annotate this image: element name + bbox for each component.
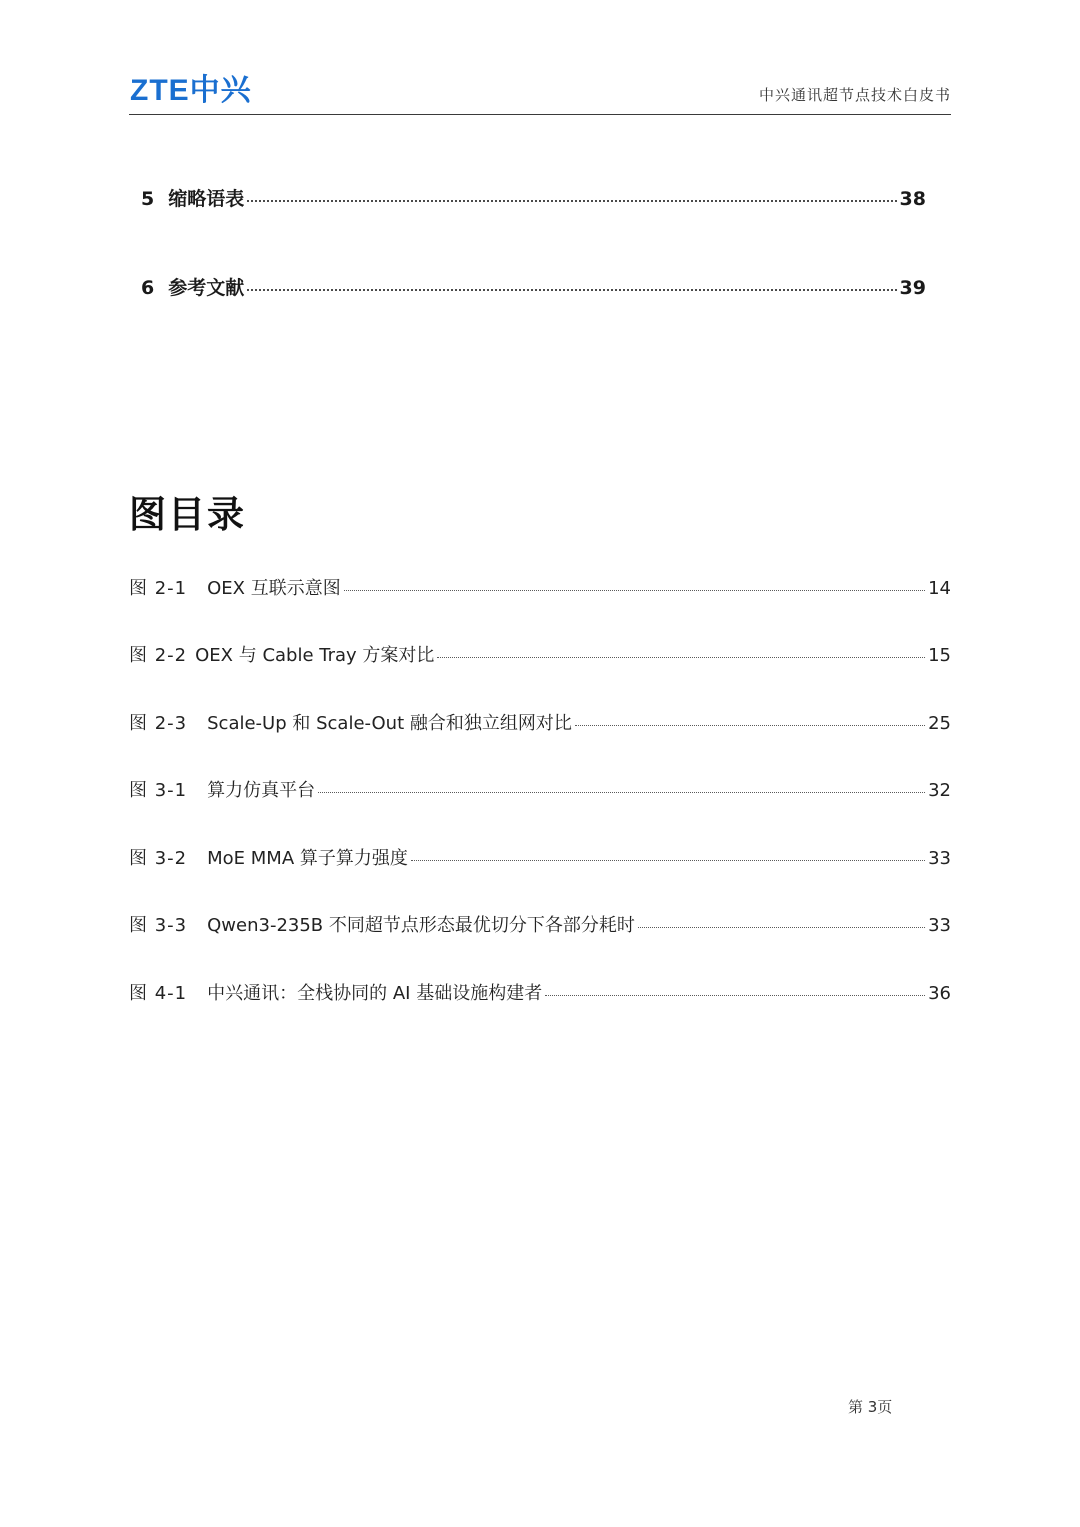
page-header xyxy=(129,70,951,115)
figure-number: 图 3-3 xyxy=(129,915,188,936)
dot-leader xyxy=(545,995,925,996)
figure-title: OEX 互联示意图 xyxy=(207,578,341,599)
chapter-title: 缩略语表 xyxy=(168,188,245,210)
dot-leader xyxy=(318,792,925,793)
page-number-footer: 第 3页 xyxy=(848,1398,893,1416)
figure-number: 图 3-2 xyxy=(129,848,188,869)
dot-leader xyxy=(411,860,925,861)
toc-entry-figure-3-2[interactable] xyxy=(129,844,951,870)
chapter-number: 6 xyxy=(141,277,155,299)
toc-entry-figure-2-2[interactable] xyxy=(129,641,951,667)
chapter-number: 5 xyxy=(141,188,155,210)
figure-title: 中兴通讯：全栈协同的 AI 基础设施构建者 xyxy=(207,983,543,1004)
toc-entry-chapter-6[interactable] xyxy=(141,273,926,300)
dot-leader xyxy=(247,289,896,291)
figure-page-number: 15 xyxy=(928,645,951,666)
figure-number: 图 3-1 xyxy=(129,780,188,801)
figure-number: 图 4-1 xyxy=(129,983,188,1004)
figure-number: 图 2-1 xyxy=(129,578,188,599)
dot-leader xyxy=(437,657,925,658)
chapter-page-number: 38 xyxy=(899,188,926,210)
figure-page-number: 25 xyxy=(928,713,951,734)
toc-entry-figure-3-1[interactable] xyxy=(129,776,951,802)
toc-entry-figure-3-3[interactable] xyxy=(129,911,951,937)
toc-entry-figure-2-3[interactable] xyxy=(129,709,951,735)
dot-leader xyxy=(575,725,925,726)
figure-page-number: 32 xyxy=(928,780,951,801)
figure-list-heading: 图目录 xyxy=(129,493,246,536)
figure-page-number: 36 xyxy=(928,983,951,1004)
figure-number: 图 2-3 xyxy=(129,713,188,734)
document-title: 中兴通讯超节点技术白皮书 xyxy=(758,86,951,104)
dot-leader xyxy=(247,200,896,202)
figure-title: Scale-Up 和 Scale-Out 融合和独立组网对比 xyxy=(207,713,572,734)
toc-entry-chapter-5[interactable] xyxy=(141,184,926,211)
figure-page-number: 14 xyxy=(928,578,951,599)
figure-title: MoE MMA 算子算力强度 xyxy=(207,848,408,869)
toc-entry-figure-4-1[interactable] xyxy=(129,979,951,1005)
figure-number: 图 2-2 xyxy=(129,645,188,666)
dot-leader xyxy=(638,927,925,928)
figure-title: 算力仿真平台 xyxy=(207,780,316,801)
dot-leader xyxy=(344,590,925,591)
toc-entry-figure-2-1[interactable] xyxy=(129,574,951,600)
figure-title: OEX 与 Cable Tray 方案对比 xyxy=(195,645,435,666)
chapter-title: 参考文献 xyxy=(168,277,245,299)
chapter-page-number: 39 xyxy=(899,277,926,299)
figure-page-number: 33 xyxy=(928,848,951,869)
figure-page-number: 33 xyxy=(928,915,951,936)
zte-logo: ZTE中兴 xyxy=(130,74,252,107)
figure-title: Qwen3-235B 不同超节点形态最优切分下各部分耗时 xyxy=(207,915,635,936)
